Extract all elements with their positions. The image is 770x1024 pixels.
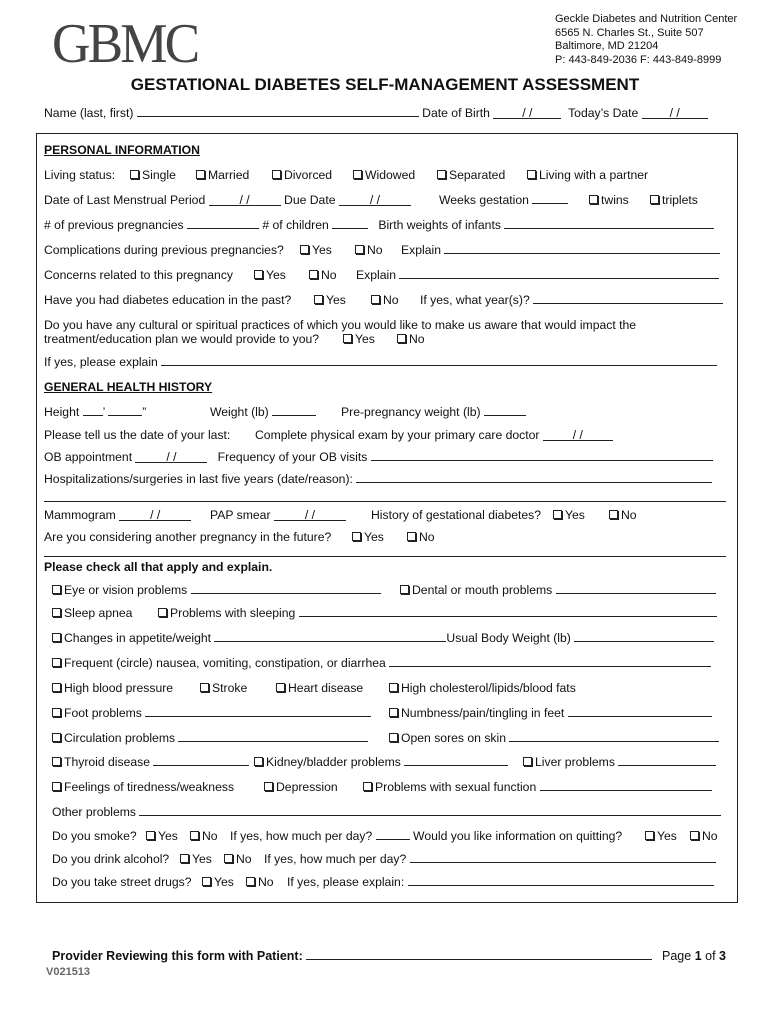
smoke-no[interactable]: [190, 829, 218, 843]
kidney-field[interactable]: [404, 755, 508, 766]
tiredness-item[interactable]: [52, 780, 234, 794]
page-indicator: [662, 949, 726, 963]
appetite-item[interactable]: [52, 631, 714, 645]
item-label: Thyroid disease: [64, 755, 151, 769]
quitting-label: Would you like information on quitting?: [413, 829, 623, 843]
gbmc-logo: GBMC: [52, 13, 198, 75]
please-explain-label: If yes, please explain: [44, 355, 158, 369]
prev-preg-label: # of previous pregnancies: [44, 218, 184, 232]
option-label: No: [367, 243, 383, 257]
checkbox[interactable]: [246, 877, 255, 886]
prepreg-label: Pre-pregnancy weight (lb): [341, 405, 481, 419]
checkbox[interactable]: [264, 782, 273, 791]
complications-yes[interactable]: [300, 243, 332, 257]
alcohol-no[interactable]: [224, 852, 252, 866]
thyroid-item[interactable]: [52, 755, 249, 769]
item-label: Problems with sleeping: [170, 606, 296, 620]
checkbox[interactable]: [52, 733, 61, 742]
item-label: High blood pressure: [64, 681, 174, 695]
checkbox[interactable]: [272, 170, 281, 179]
checkbox[interactable]: [527, 170, 536, 179]
checkbox[interactable]: [254, 270, 263, 279]
checkbox[interactable]: [196, 170, 205, 179]
todays-date-label: Today’s Date: [568, 106, 639, 120]
concerns-yes[interactable]: [254, 268, 286, 282]
cholesterol-item[interactable]: [389, 681, 576, 695]
ob-frequency-label: Frequency of your OB visits: [217, 450, 368, 464]
checkbox[interactable]: [202, 877, 211, 886]
page-label: Page: [662, 949, 692, 963]
cultural-explain-field[interactable]: [161, 355, 717, 366]
height-label: Height: [44, 405, 80, 419]
option-label: No: [321, 268, 337, 282]
appetite-field[interactable]: [214, 631, 446, 642]
option-label: Yes: [364, 530, 384, 544]
sexual-function-item[interactable]: [363, 780, 712, 794]
checkbox[interactable]: [690, 831, 699, 840]
checkbox[interactable]: [407, 532, 416, 541]
mammogram-label: Mammogram: [44, 508, 116, 522]
alcohol-amount-label: If yes, how much per day?: [264, 852, 407, 866]
checkbox[interactable]: [52, 658, 61, 667]
version-code: V021513: [46, 966, 91, 978]
ob-date-field[interactable]: / /: [135, 452, 207, 463]
due-date-field[interactable]: / /: [339, 195, 411, 206]
birth-weights-field[interactable]: [504, 218, 714, 229]
weeks-gestation: [439, 193, 568, 207]
center-address: [555, 13, 737, 67]
option-label: No: [621, 508, 637, 522]
option-label: Yes: [214, 875, 234, 889]
item-label: Heart disease: [288, 681, 364, 695]
smoke-label: Do you smoke?: [52, 829, 137, 843]
children-label: # of children: [262, 218, 329, 232]
item-label: Circulation problems: [64, 731, 176, 745]
alcohol-amount-field[interactable]: [410, 852, 716, 863]
alcohol-yes[interactable]: [180, 852, 212, 866]
sores-field[interactable]: [509, 731, 719, 742]
eye-field[interactable]: [191, 583, 381, 594]
bp-item[interactable]: [52, 681, 173, 695]
sores-item[interactable]: [389, 731, 719, 745]
option-label: Yes: [266, 268, 286, 282]
checkbox[interactable]: [146, 831, 155, 840]
checkbox[interactable]: [190, 831, 199, 840]
liver-field[interactable]: [618, 755, 716, 766]
feet-mark: ’: [102, 405, 105, 419]
checkbox[interactable]: [314, 295, 323, 304]
twins-option[interactable]: [589, 193, 629, 207]
health-history-heading: GENERAL HEALTH HISTORY: [44, 380, 213, 394]
usual-weight-field[interactable]: [574, 631, 714, 642]
numbness-field[interactable]: [568, 706, 712, 717]
checkbox[interactable]: [650, 195, 659, 204]
checkbox[interactable]: [389, 683, 398, 692]
option-label: Yes: [326, 293, 346, 307]
complications-row: [44, 243, 284, 257]
drugs-explain-field[interactable]: [408, 875, 714, 886]
smoke-yes[interactable]: [146, 829, 178, 843]
name-label: Name (last, first): [44, 106, 134, 120]
dental-item[interactable]: [400, 583, 716, 597]
item-label: Changes in appetite/weight: [64, 631, 212, 645]
lmp-label: Date of Last Menstrual Period: [44, 193, 206, 207]
weeks-field[interactable]: [532, 193, 568, 204]
smoke-amount-label: If yes, how much per day?: [230, 829, 373, 843]
foot-field[interactable]: [145, 706, 371, 717]
kidney-item[interactable]: [254, 755, 508, 769]
height-inches-field[interactable]: [108, 405, 142, 416]
checkbox[interactable]: [389, 733, 398, 742]
checkbox[interactable]: [355, 245, 364, 254]
pap-row: [210, 508, 346, 522]
education-no[interactable]: [371, 293, 399, 307]
option-label: No: [409, 332, 425, 346]
eye-item[interactable]: [52, 583, 381, 597]
item-label: Problems with sexual function: [375, 780, 537, 794]
option-label: No: [258, 875, 274, 889]
other-problems-field[interactable]: [139, 805, 721, 816]
smoke-amount-field[interactable]: [376, 829, 410, 840]
todays-date-field[interactable]: / /: [642, 108, 708, 119]
explain-label: Explain: [401, 243, 441, 257]
option-label: Single: [142, 168, 176, 182]
triplets-option[interactable]: [650, 193, 698, 207]
prev-preg-field[interactable]: [187, 218, 259, 229]
name-field[interactable]: [137, 106, 419, 117]
checkbox[interactable]: [180, 854, 189, 863]
checkbox[interactable]: [224, 854, 233, 863]
living-single[interactable]: [130, 168, 176, 182]
checkbox[interactable]: [371, 295, 380, 304]
circulation-item[interactable]: [52, 731, 368, 745]
item-label: Depression: [276, 780, 338, 794]
section-divider: [44, 556, 726, 557]
cultural-yes[interactable]: [343, 332, 375, 346]
item-label: Stroke: [212, 681, 248, 695]
hospitalizations-field[interactable]: [356, 472, 712, 483]
gdm-no[interactable]: [609, 508, 637, 522]
weight-field[interactable]: [272, 405, 316, 416]
option-label: Yes: [657, 829, 677, 843]
frequent-field[interactable]: [389, 656, 711, 667]
complications-label: Complications during previous pregnancies?: [44, 243, 284, 257]
lmp-field[interactable]: / /: [209, 195, 281, 206]
option-label: Living with a partner: [539, 168, 649, 182]
option-label: No: [236, 852, 252, 866]
usual-weight-label: Usual Body Weight (lb): [446, 631, 571, 645]
inch-mark: ”: [142, 405, 147, 419]
checkbox[interactable]: [52, 633, 61, 642]
children-field[interactable]: [332, 218, 368, 229]
smoke-amount-row: [230, 829, 622, 843]
height-feet-field[interactable]: [83, 405, 103, 416]
pregnancies-row: [44, 218, 714, 232]
item-label: Eye or vision problems: [64, 583, 188, 597]
lmp-row: [44, 193, 411, 207]
foot-item[interactable]: [52, 706, 371, 720]
item-label: Feelings of tiredness/weakness: [64, 780, 235, 794]
checkbox[interactable]: [158, 608, 167, 617]
prepreg-weight-row: [341, 405, 526, 419]
personal-info-heading: PERSONAL INFORMATION: [44, 143, 200, 157]
option-label: Married: [208, 168, 250, 182]
alcohol-label: Do you drink alcohol?: [52, 852, 170, 866]
checkbox[interactable]: [200, 683, 209, 692]
option-label: Widowed: [365, 168, 416, 182]
education-years-field[interactable]: [533, 293, 723, 304]
name-row: [44, 106, 708, 120]
option-label: Divorced: [284, 168, 333, 182]
checkbox[interactable]: [352, 532, 361, 541]
heart-item[interactable]: [276, 681, 363, 695]
explain-label: Explain: [356, 268, 396, 282]
education-yes[interactable]: [314, 293, 346, 307]
another-preg-label: Are you considering another pregnancy in the future?: [44, 530, 332, 544]
option-label: Yes: [355, 332, 375, 346]
height-row: [44, 405, 146, 419]
hospitalizations-extra-line[interactable]: [44, 501, 726, 502]
please-explain-row: [44, 355, 717, 369]
option-label: Yes: [565, 508, 585, 522]
pap-field[interactable]: / /: [274, 510, 346, 521]
checkbox[interactable]: [523, 757, 532, 766]
cultural-no[interactable]: [397, 332, 425, 346]
checkbox[interactable]: [276, 683, 285, 692]
provider-field[interactable]: [306, 949, 652, 960]
weight-row: [210, 405, 316, 419]
hospitalizations-row: [44, 472, 712, 486]
physical-label: Complete physical exam by your primary care doctor: [255, 428, 540, 442]
checkbox[interactable]: [52, 608, 61, 617]
checkbox[interactable]: [52, 782, 61, 791]
liver-item[interactable]: [523, 755, 716, 769]
checkbox[interactable]: [52, 757, 61, 766]
checkbox[interactable]: [645, 831, 654, 840]
concerns-label: Concerns related to this pregnancy: [44, 268, 234, 282]
page-number: 1: [694, 949, 702, 963]
item-label: Dental or mouth problems: [412, 583, 553, 597]
dob-field[interactable]: / /: [493, 108, 561, 119]
hospitalizations-label: Hospitalizations/surgeries in last five years (date/reason):: [44, 472, 353, 486]
weeks-label: Weeks gestation: [439, 193, 529, 207]
address-line: Geckle Diabetes and Nutrition Center: [555, 13, 738, 25]
address-line: Baltimore, MD 21204: [555, 40, 659, 53]
checkbox[interactable]: [52, 585, 61, 594]
checkbox[interactable]: [300, 245, 309, 254]
item-label: Sleep apnea: [64, 606, 133, 620]
checkbox[interactable]: [353, 170, 362, 179]
form-title: GESTATIONAL DIABETES SELF-MANAGEMENT ASSESSMENT: [130, 75, 640, 94]
option-label: triplets: [662, 193, 698, 207]
concerns-explain: [356, 268, 719, 282]
checkbox[interactable]: [52, 683, 61, 692]
education-years: [420, 293, 723, 307]
provider-row: [52, 949, 652, 963]
of-label: of: [705, 949, 716, 963]
checkbox[interactable]: [437, 170, 446, 179]
checkbox[interactable]: [363, 782, 372, 791]
item-label: Foot problems: [64, 706, 142, 720]
birth-weights-label: Birth weights of infants: [378, 218, 501, 232]
frequent-item[interactable]: [52, 656, 711, 670]
living-widowed[interactable]: [353, 168, 415, 182]
due-date-label: Due Date: [284, 193, 336, 207]
another-preg-no[interactable]: [407, 530, 435, 544]
complications-explain-field[interactable]: [444, 243, 720, 254]
checklist-heading: Please check all that apply and explain.: [44, 560, 273, 574]
numbness-item[interactable]: [389, 706, 712, 720]
option-label: Separated: [449, 168, 506, 182]
checkbox[interactable]: [343, 334, 352, 343]
option-label: Yes: [312, 243, 332, 257]
gdm-history-label: History of gestational diabetes?: [371, 508, 542, 522]
checkbox[interactable]: [309, 270, 318, 279]
years-label: If yes, what year(s)?: [420, 293, 530, 307]
ob-label: OB appointment: [44, 450, 133, 464]
weight-label: Weight (lb): [210, 405, 269, 419]
thyroid-field[interactable]: [153, 755, 249, 766]
option-label: No: [419, 530, 435, 544]
circulation-field[interactable]: [178, 731, 368, 742]
address-line: 6565 N. Charles St., Suite 507: [555, 26, 704, 39]
option-label: twins: [601, 193, 629, 207]
complications-explain: [401, 243, 720, 257]
living-partner[interactable]: [527, 168, 648, 182]
drugs-label: Do you take street drugs?: [52, 875, 192, 889]
drugs-no[interactable]: [246, 875, 274, 889]
checkbox[interactable]: [52, 708, 61, 717]
item-label: Liver problems: [535, 755, 615, 769]
option-label: Yes: [158, 829, 178, 843]
drugs-explain-row: [287, 875, 714, 889]
cultural-line2: treatment/education plan we would provide to you?: [44, 332, 320, 346]
another-preg-yes[interactable]: [352, 530, 384, 544]
checkbox[interactable]: [553, 510, 562, 519]
checkbox[interactable]: [400, 585, 409, 594]
living-status-row: [44, 168, 115, 182]
living-status-label: Living status:: [44, 168, 116, 182]
cultural-line1: Do you have any cultural or spiritual practices of which you would like to make us aware that would impact the: [44, 318, 637, 332]
item-label: Open sores on skin: [401, 731, 507, 745]
dob-label: Date of Birth: [422, 106, 490, 120]
option-label: No: [202, 829, 218, 843]
ob-row: [44, 450, 713, 464]
pap-label: PAP smear: [210, 508, 271, 522]
alcohol-amount-row: [264, 852, 716, 866]
living-married[interactable]: [196, 168, 249, 182]
sleeping-item[interactable]: [158, 606, 717, 620]
dental-field[interactable]: [556, 583, 716, 594]
other-problems-row: [52, 805, 721, 819]
drugs-yes[interactable]: [202, 875, 234, 889]
physical-row: [255, 428, 613, 442]
ob-frequency-field[interactable]: [371, 450, 713, 461]
option-label: No: [702, 829, 718, 843]
concerns-no[interactable]: [309, 268, 337, 282]
checkbox[interactable]: [589, 195, 598, 204]
checkbox[interactable]: [389, 708, 398, 717]
address-line: P: 443-849-2036 F: 443-849-8999: [555, 53, 722, 66]
gdm-yes[interactable]: [553, 508, 585, 522]
item-label: Frequent (circle) nausea, vomiting, constipation, or diarrhea: [64, 656, 386, 670]
living-divorced[interactable]: [272, 168, 332, 182]
drugs-explain-label: If yes, please explain:: [287, 875, 405, 889]
item-label: Numbness/pain/tingling in feet: [401, 706, 565, 720]
concerns-explain-field[interactable]: [399, 268, 719, 279]
page-total: 3: [719, 949, 726, 963]
sleep-apnea-item[interactable]: [52, 606, 132, 620]
checkbox[interactable]: [609, 510, 618, 519]
living-separated[interactable]: [437, 168, 505, 182]
other-label: Other problems: [52, 805, 136, 819]
quitting-no[interactable]: [690, 829, 718, 843]
stroke-item[interactable]: [200, 681, 247, 695]
mammogram-field[interactable]: / /: [119, 510, 191, 521]
sexual-function-field[interactable]: [540, 780, 712, 791]
option-label: No: [383, 293, 399, 307]
checkbox[interactable]: [254, 757, 263, 766]
item-label: High cholesterol/lipids/blood fats: [401, 681, 576, 695]
checkbox[interactable]: [397, 334, 406, 343]
item-label: Kidney/bladder problems: [266, 755, 401, 769]
checkbox[interactable]: [130, 170, 139, 179]
complications-no[interactable]: [355, 243, 383, 257]
prepreg-field[interactable]: [484, 405, 526, 416]
provider-label: Provider Reviewing this form with Patient:: [52, 949, 303, 963]
sleeping-field[interactable]: [299, 606, 717, 617]
physical-date-field[interactable]: / /: [543, 430, 613, 441]
last-date-label: Please tell us the date of your last:: [44, 428, 231, 442]
quitting-yes[interactable]: [645, 829, 677, 843]
education-label: Have you had diabetes education in the past?: [44, 293, 292, 307]
depression-item[interactable]: [264, 780, 338, 794]
mammogram-row: [44, 508, 191, 522]
option-label: Yes: [192, 852, 212, 866]
